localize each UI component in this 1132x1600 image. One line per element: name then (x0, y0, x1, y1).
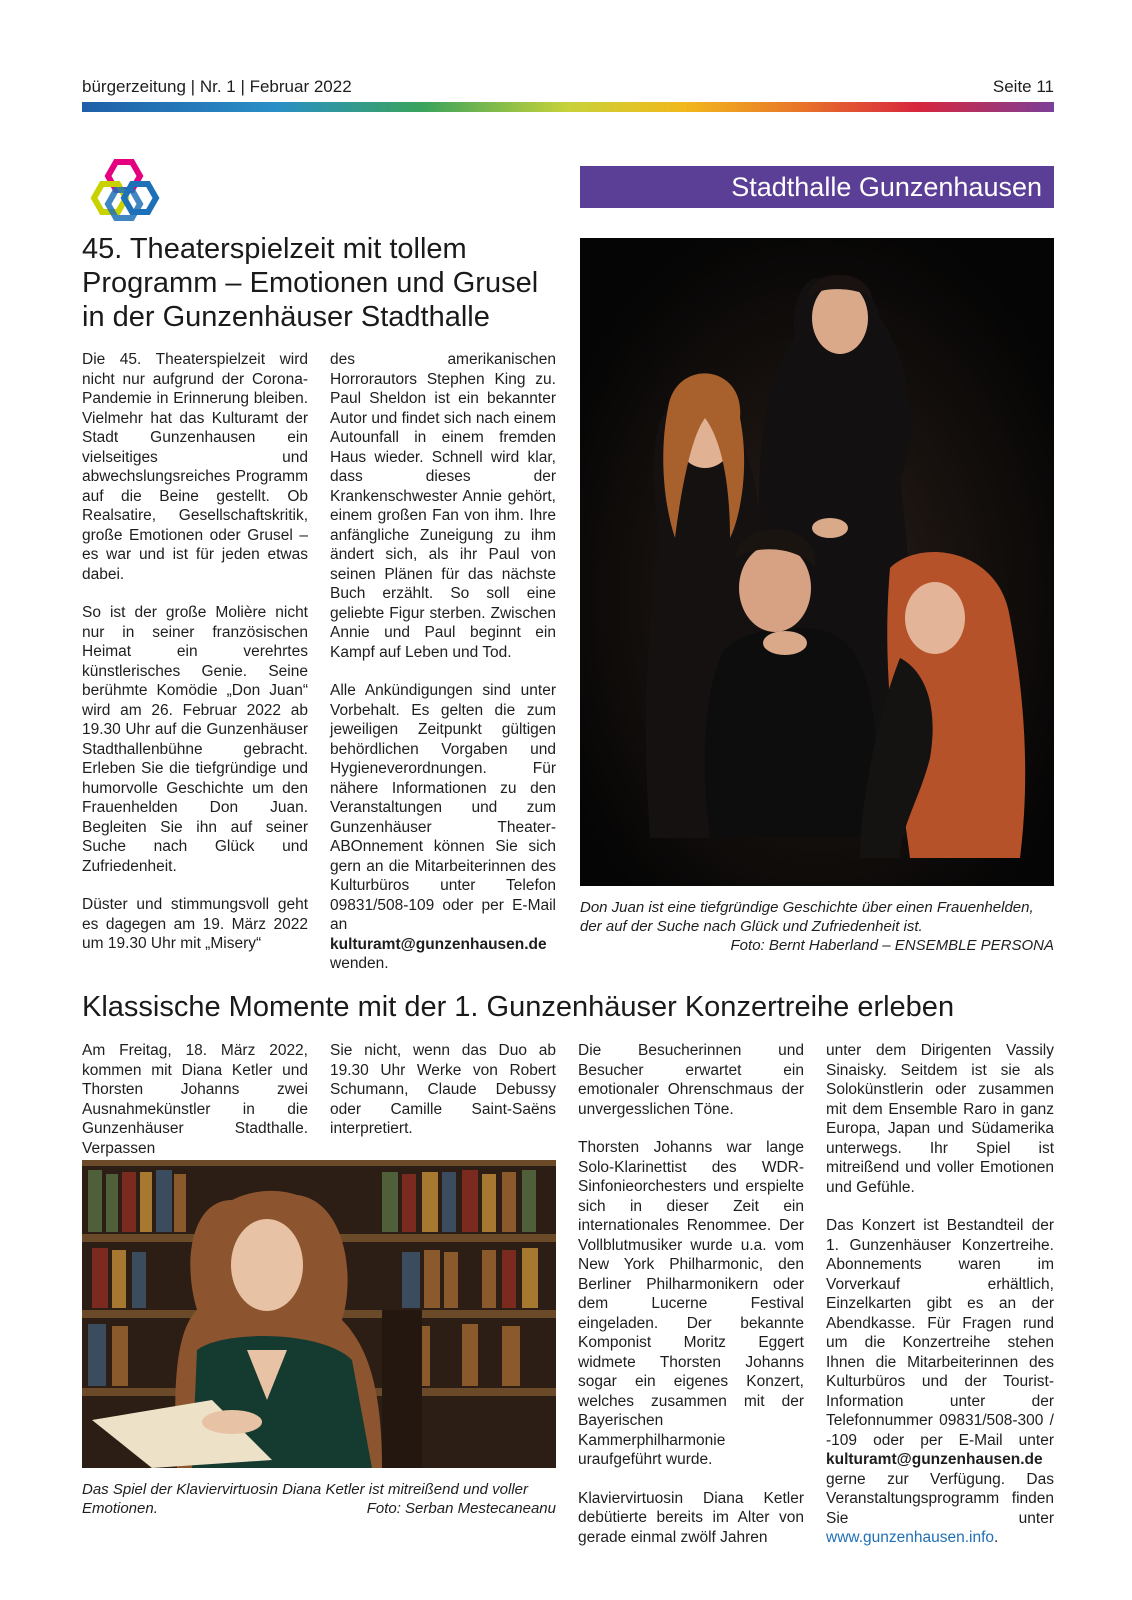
email-link[interactable]: kulturamt@gunzenhausen.de (330, 935, 547, 953)
header-issue: bürgerzeitung | Nr. 1 | Februar 2022 (82, 77, 352, 96)
photo-credit: Foto: Bernt Haberland – ENSEMBLE PERSONA (730, 937, 1054, 954)
paragraph: Klaviervirtuosin Diana Ketler debütierte bereits im Alter von gerade einmal zwölf Jahren (578, 1489, 804, 1546)
paragraph: Am Freitag, 18. März 2022, kommen mit Diana Ketler und Thorsten Johanns zwei Ausnahmekünstler in die Gunzenhäuser Stadthalle. Verpassen (82, 1042, 308, 1157)
theatre-photo (580, 238, 1054, 886)
page-header (82, 77, 1054, 101)
theatre-photo-caption (580, 898, 1054, 955)
paragraph: Düster und stimmungsvoll geht es dagegen am 19. März 2022 um 19.30 Uhr mit „Misery“ (82, 896, 308, 952)
header-page-number: Seite 11 (992, 77, 1054, 96)
caption-text: Das Spiel der Klaviervirtuosin Diana Ketler ist mitreißend und voller Emotionen. (82, 1481, 529, 1517)
article2-column2 (330, 1041, 556, 1139)
article2-column3 (578, 1041, 804, 1547)
article1-headline: 45. Theaterspielzeit mit tollem Programm – Emotionen und Grusel in der Gunzenhäuser Stadthalle (82, 233, 539, 333)
paragraph-text: Das Konzert ist Bestandteil der 1. Gunzenhäuser Konzertreihe. Abonnements waren im Vorverkauf erhältlich, Einzelkarten gibt es an der Abendkasse. Für Fragen rund um die Konzertreihe stehen Ihnen die Mitarbeiterinnen des Kulturbüros und der Tourist-Information unter der Telefonnummer 09831/508-300 / -109 oder per E-Mail unter (826, 1217, 1054, 1449)
paragraph: Die 45. Theaterspielzeit wird nicht nur aufgrund der Corona-Pandemie in Erinnerung bleiben. Vielmehr hat das Kulturamt der Stadt Gunzenhausen ein vielseitiges und abwechslungsreiches Programm auf die Beine gestellt. Ob Realsatire, Gesellschaftskritik, große Emotionen oder Grusel – es war und ist für jeden etwas dabei. (82, 351, 308, 583)
paragraph: des amerikanischen Horrorautors Stephen King zu. Paul Sheldon ist ein bekannter Autor und findet sich nach einem Autounfall in einem fremden Haus wieder. Schnell wird klar, dass dieses der Krankenschwester Annie gehört, einem großen Fan von ihm. Ihre anfängliche Zuneigung zu ihm ändert sich, als ihr Paul von seinen Plänen für das nächste Buch erzählt. So soll eine geliebte Figur sterben. Zwischen Annie und Paul beginnt ein Kampf auf Leben und Tod. (330, 351, 556, 661)
pianist-photo-illustration (82, 1160, 556, 1468)
paragraph-text: gerne zur Verfügung. Das Veranstaltungsprogramm finden Sie unter (826, 1470, 1054, 1527)
theatre-photo-illustration (580, 238, 1054, 886)
rainbow-rule (82, 102, 1054, 112)
paragraph: Die Besucherinnen und Besucher erwartet ein emotionaler Ohrenschmaus der unvergesslichen Töne. (578, 1042, 804, 1118)
paragraph-end: . (994, 1529, 999, 1546)
paragraph: Thorsten Johanns war lange Solo-Klarinettist des WDR-Sinfonieorchesters und erspielte sich in dieser Zeit ein internationales Renommee. Der Vollblutmusiker wurde u.a. vom New York Philharmonic, den Berliner Philharmonikern oder dem Lucerne Festival eingeladen. Der bekannte Komponist Moritz Eggert widmete Thorsten Johanns sogar ein eigenes Konzert, welches zusammen mit der Bayerischen Kammerphilharmonie uraufgeführt wurde. (578, 1139, 804, 1468)
email-link[interactable]: kulturamt@gunzenhausen.de (826, 1451, 1043, 1468)
photo-credit: Foto: Serban Mestecaneanu (366, 1500, 556, 1517)
section-band: Stadthalle Gunzenhausen (580, 166, 1054, 208)
website-link[interactable]: www.gunzenhausen.info (826, 1529, 995, 1546)
article1-column2 (330, 350, 556, 974)
paragraph-end: wenden. (330, 955, 389, 972)
paragraph-text: Alle Ankündigungen sind unter Vorbehalt. Es gelten die zum jeweiligen Zeitpunkt gültigen behördlichen Vorgaben und Hygieneverordnungen. Für nähere Informationen zu den Veranstaltungen und zum Gunzenhäuser Theater-ABOnnement können Sie sich gern an die Mitarbeiterinnen des Kulturbüros unter Telefon 09831/508-109 oder per E-Mail an (330, 682, 556, 933)
paragraph: So ist der große Molière nicht nur in seiner französischen Heimat ein verehrtes künstlerisches Genie. Seine berühmte Komödie „Don Juan“ wird am 26. Februar 2022 ab 19.30 Uhr auf die Gunzenhäuser Stadthallenbühne gebracht. Erleben Sie die tiefgründige und humorvolle Geschichte um den Frauenhelden Don Juan. Begleiten Sie ihn auf seiner Suche nach Glück und Zufriedenheit. (82, 604, 308, 875)
article2-column1 (82, 1041, 308, 1158)
city-logo-icon (86, 156, 170, 222)
pianist-photo (82, 1160, 556, 1468)
paragraph: Sie nicht, wenn das Duo ab 19.30 Uhr Werke von Robert Schumann, Claude Debussy oder Camille Saint-Saëns interpretiert. (330, 1042, 556, 1137)
pianist-photo-caption (82, 1480, 556, 1518)
caption-text: Don Juan ist eine tiefgründige Geschichte über einen Frauenhelden, der auf der Suche nach Glück und Zufriedenheit ist. (580, 899, 1034, 935)
article2-headline: Klassische Momente mit der 1. Gunzenhäuser Konzertreihe erleben (82, 991, 955, 1023)
paragraph (330, 681, 556, 974)
paragraph (826, 1216, 1054, 1548)
article2-column4 (826, 1041, 1054, 1548)
paragraph: unter dem Dirigenten Vassily Sinaisky. Seitdem ist sie als Solokünstlerin oder zusammen mit dem Ensemble Raro in ganz Europa, Japan und Südamerika unterwegs. Ihr Spiel ist mitreißend und voller Emotionen und Gefühle. (826, 1042, 1054, 1196)
article1-column1 (82, 350, 308, 954)
